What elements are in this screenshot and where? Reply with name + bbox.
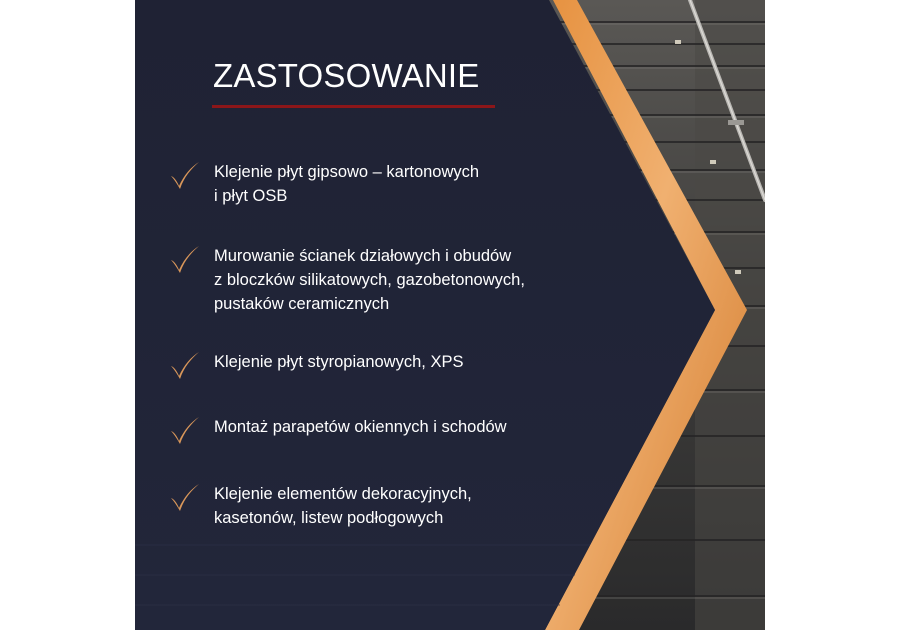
checkmark-icon [169, 482, 201, 512]
checkmark-icon [169, 160, 201, 190]
checkmark-icon [169, 350, 201, 380]
list-item-text: Klejenie płyt styropianowych, XPS [214, 353, 464, 371]
infographic-card [135, 0, 765, 630]
checkmark-icon [169, 244, 201, 274]
checkmark-icon [169, 415, 201, 445]
page-title: ZASTOSOWANIE [213, 57, 480, 94]
list-item-text: Klejenie płyt gipsowo – kartonowych i płyt OSB [214, 163, 480, 205]
list-item-text: Murowanie ścianek działowych i obudów z bloczków silikatowych, gazobetonowych, pustaków ceramicznych [214, 247, 525, 313]
list-item-text: Klejenie elementów dekoracyjnych, kasetonów, listew podłogowych [214, 485, 472, 527]
list-item-text: Montaż parapetów okiennych i schodów [214, 418, 507, 436]
usage-list [135, 0, 595, 630]
